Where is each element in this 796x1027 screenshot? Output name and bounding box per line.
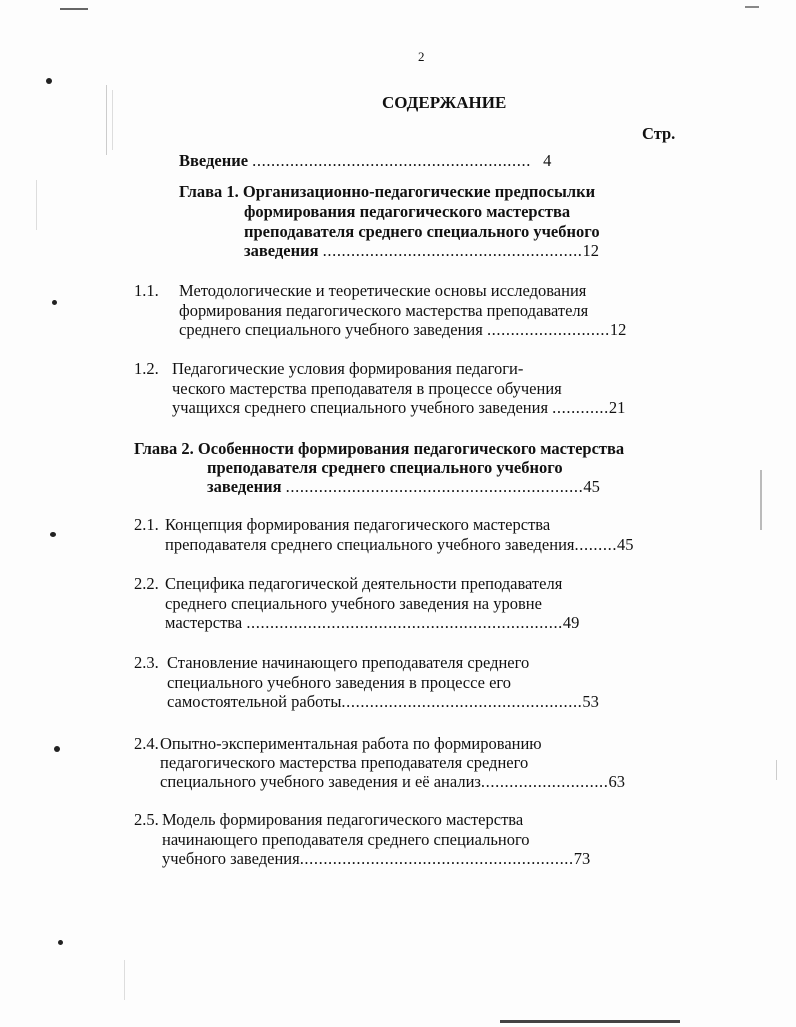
toc-leader-dots: ............	[552, 398, 609, 417]
toc-section-1-1-number: 1.1.	[134, 281, 159, 300]
toc-section-2-5-line-1: Модель формирования педагогического мастерства	[162, 810, 524, 829]
toc-page-number: 63	[608, 772, 625, 791]
toc-section-2-3-line-2: специального учебного заведения в процессе его	[167, 673, 512, 692]
toc-section-2-5-line-2: начинающего преподавателя среднего специального	[162, 830, 530, 849]
toc-page-number: 45	[617, 535, 634, 554]
toc-leader-dots: ...............................................................	[285, 477, 584, 496]
toc-leader-dots: .........	[574, 535, 618, 554]
toc-page-number: 21	[608, 398, 626, 417]
scan-mark	[112, 90, 113, 150]
toc-entry-label: учащихся среднего специального учебного заведения	[172, 398, 549, 417]
scan-speck	[50, 532, 56, 537]
toc-section-1-2-line-1: Педагогические условия формирования педагоги-	[172, 359, 524, 378]
scan-mark	[760, 470, 762, 530]
scan-mark	[124, 960, 125, 1000]
page-column-header: Стр.	[642, 124, 676, 143]
toc-chapter-1-line-3: преподавателя среднего специального учебного	[244, 222, 600, 241]
toc-chapter-2-line-2: преподавателя среднего специального учебного	[207, 458, 563, 477]
toc-section-2-1-line-1: Концепция формирования педагогического мастерства	[165, 515, 551, 534]
toc-section-2-2-line-3	[165, 613, 579, 633]
toc-chapter-2-line-1: Глава 2. Особенности формирования педагогического мастерства	[134, 439, 625, 458]
toc-section-2-3-number: 2.3.	[134, 653, 159, 672]
toc-leader-dots: ..........................	[486, 320, 610, 339]
toc-page-number: 49	[562, 613, 580, 632]
scan-mark	[36, 180, 37, 230]
toc-section-2-2-number: 2.2.	[134, 574, 159, 593]
toc-entry-label: мастерства	[165, 613, 243, 632]
toc-entry-label: учебного заведения	[162, 849, 300, 868]
toc-entry-label: самостоятельной работы	[167, 692, 342, 711]
scan-mark-top-right	[745, 6, 759, 8]
toc-section-2-1-line-2	[165, 535, 634, 555]
toc-leader-dots: ...................................................................	[246, 613, 563, 632]
toc-section-2-4-line-3	[160, 772, 625, 792]
toc-entry-label: Введение	[179, 151, 249, 170]
toc-section-2-4-number: 2.4.	[134, 734, 159, 753]
toc-entry-label: преподавателя среднего специального учебного заведения	[165, 535, 575, 554]
toc-section-2-2-line-1: Специфика педагогической деятельности преподавателя	[165, 574, 563, 593]
toc-entry-label: среднего специального учебного заведения	[179, 320, 483, 339]
toc-chapter-1-line-1: Глава 1. Организационно-педагогические предпосылки	[179, 182, 596, 201]
toc-leader-dots: ...........................	[480, 772, 609, 791]
scan-mark	[776, 760, 777, 780]
toc-chapter-1-line-2: формирования педагогического мастерства	[244, 202, 571, 221]
toc-section-1-2-number: 1.2.	[134, 359, 159, 378]
toc-section-2-3-line-1: Становление начинающего преподавателя среднего	[167, 653, 530, 672]
toc-section-1-1-line-3	[179, 320, 626, 340]
toc-entry-label: заведения	[244, 241, 319, 260]
toc-section-1-1-line-2: формирования педагогического мастерства преподавателя	[179, 301, 589, 320]
scan-mark	[106, 85, 107, 155]
scan-mark-bottom	[500, 1020, 680, 1023]
toc-chapter-2-line-3	[207, 477, 600, 497]
toc-section-2-5-line-3	[162, 849, 590, 869]
toc-page-number: 4	[543, 151, 552, 170]
toc-page-number: 73	[573, 849, 591, 868]
scan-speck	[54, 746, 60, 752]
toc-section-2-4-line-2: педагогического мастерства преподавателя среднего	[160, 753, 529, 772]
toc-section-1-1-line-1: Методологические и теоретические основы исследования	[179, 281, 587, 300]
toc-section-2-1-number: 2.1.	[134, 515, 159, 534]
toc-page-number: 53	[582, 692, 599, 711]
toc-entry-intro	[179, 151, 551, 171]
scan-speck	[58, 940, 63, 945]
toc-page-number: 45	[583, 477, 600, 496]
toc-section-2-5-number: 2.5.	[134, 810, 159, 829]
toc-section-1-2-line-3	[172, 398, 625, 418]
toc-section-2-4-line-1: Опытно-экспериментальная работа по формированию	[160, 734, 542, 753]
toc-entry-label: заведения	[207, 477, 282, 496]
toc-leader-dots: ...........................................................	[252, 151, 531, 170]
page-title: СОДЕРЖАНИЕ	[382, 93, 507, 112]
toc-leader-dots: .......................................................	[322, 241, 583, 260]
toc-section-2-3-line-3	[167, 692, 599, 712]
toc-section-2-2-line-2: среднего специального учебного заведения на уровне	[165, 594, 542, 613]
scan-mark-top	[60, 8, 88, 10]
toc-page-number: 12	[582, 241, 600, 260]
page-number: 2	[418, 49, 425, 64]
toc-section-1-2-line-2: ческого мастерства преподавателя в процессе обучения	[172, 379, 562, 398]
scan-speck	[46, 78, 52, 84]
toc-page-number: 12	[609, 320, 627, 339]
scan-speck	[52, 300, 57, 305]
toc-leader-dots: ...................................................	[341, 692, 583, 711]
toc-chapter-1-line-4	[244, 241, 599, 261]
toc-entry-label: специального учебного заведения и её анализ	[160, 772, 481, 791]
toc-leader-dots: ..........................................................	[299, 849, 574, 868]
